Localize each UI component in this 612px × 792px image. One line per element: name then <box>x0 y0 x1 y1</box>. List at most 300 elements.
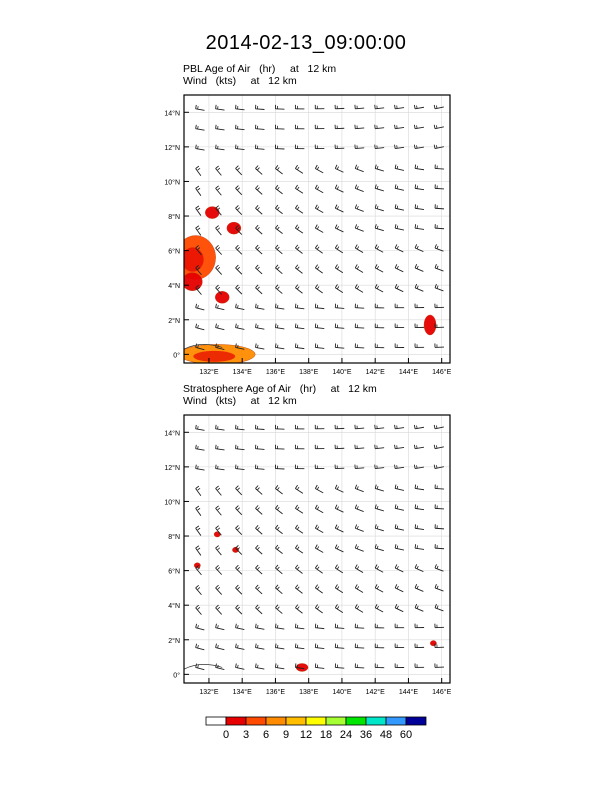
wind-barb <box>275 485 282 494</box>
wind-barb <box>315 324 324 329</box>
wind-barb <box>415 544 424 549</box>
lat-tick-label: 10°N <box>164 179 180 187</box>
wind-barb <box>255 285 262 294</box>
wind-barb <box>216 425 225 430</box>
wind-barb <box>355 584 363 592</box>
shaded-region <box>424 315 436 335</box>
wind-barb <box>395 125 404 129</box>
wind-barb <box>216 304 225 310</box>
wind-barb <box>315 585 322 593</box>
wind-barb <box>295 605 302 614</box>
colorbar-label: 3 <box>242 729 250 741</box>
wind-barb <box>295 343 304 348</box>
wind-barb <box>355 485 363 492</box>
lon-tick-label: 142°E <box>365 369 385 376</box>
wind-barb <box>275 265 282 274</box>
wind-barb <box>236 445 245 450</box>
wind-barb <box>315 605 322 613</box>
shaded-region <box>194 563 200 568</box>
wind-barb <box>435 584 443 591</box>
wind-barb <box>275 644 284 649</box>
wind-barb <box>395 644 404 648</box>
wind-barb <box>236 285 242 294</box>
wind-barb <box>335 644 344 649</box>
wind-barb <box>355 224 363 231</box>
wind-barb <box>375 425 384 429</box>
wind-barb <box>275 165 282 174</box>
colorbar-box <box>306 717 326 725</box>
wind-barb <box>216 585 222 594</box>
lat-tick-label: 2°N <box>168 637 180 645</box>
wind-barb <box>415 224 424 229</box>
wind-barb <box>295 425 304 429</box>
lon-tick-label: 132°E <box>199 689 219 696</box>
wind-barb <box>375 584 383 592</box>
wind-barb <box>415 524 424 529</box>
wind-barb <box>275 225 282 234</box>
wind-barb <box>395 485 404 491</box>
wind-barb <box>196 526 201 536</box>
wind-barb <box>295 165 303 173</box>
wind-barb <box>355 604 363 612</box>
wind-barb <box>196 585 202 594</box>
wind-barb <box>355 445 364 449</box>
wind-barb <box>355 264 363 272</box>
wind-barb <box>275 445 284 449</box>
wind-barb <box>255 565 262 574</box>
wind-barb <box>355 624 364 629</box>
panel2-field-label: Stratosphere Age of Air (hr) at 12 km <box>183 383 377 395</box>
wind-barb <box>255 605 262 614</box>
colorbar-label: 36 <box>359 729 373 741</box>
panel2-wind-label: Wind (kts) at 12 km <box>183 395 297 407</box>
lon-tick-label: 136°E <box>265 369 286 376</box>
wind-barb <box>355 644 364 649</box>
wind-barb <box>295 485 303 493</box>
wind-barb <box>255 585 262 594</box>
wind-barb <box>375 185 384 191</box>
wind-barb <box>255 485 262 494</box>
wind-barb <box>315 445 324 449</box>
wind-barb <box>415 584 423 591</box>
lon-tick-label: 134°E <box>232 369 252 376</box>
wind-barb <box>275 525 282 534</box>
wind-barb <box>216 605 222 614</box>
wind-barb <box>435 304 444 308</box>
wind-barb <box>395 425 404 429</box>
wind-barb <box>275 624 284 629</box>
wind-barb <box>255 105 264 110</box>
colorbar-box <box>346 717 366 725</box>
wind-barb <box>355 324 364 329</box>
wind-barb <box>275 605 282 614</box>
wind-barb <box>355 105 364 109</box>
wind-barb <box>295 505 303 513</box>
wind-barb <box>375 445 384 449</box>
lon-tick-label: 136°E <box>265 689 286 696</box>
wind-barb <box>375 524 384 530</box>
wind-barb <box>355 565 363 573</box>
wind-barb <box>196 445 205 450</box>
wind-barb <box>395 184 404 190</box>
wind-barb <box>415 165 424 170</box>
wind-barb <box>434 425 444 429</box>
wind-barb <box>375 304 384 308</box>
wind-barb <box>415 485 424 490</box>
wind-barb <box>196 506 201 516</box>
wind-barb <box>375 224 384 230</box>
wind-barb <box>335 105 344 109</box>
wind-barb <box>216 624 225 630</box>
lat-tick-label: 6°N <box>168 568 180 576</box>
wind-barb <box>295 565 302 574</box>
wind-barb <box>275 185 282 194</box>
wind-barb <box>414 125 424 129</box>
wind-barb <box>216 186 222 195</box>
wind-barb <box>295 525 303 533</box>
wind-barb <box>335 425 344 429</box>
colorbar-label: 18 <box>319 729 333 741</box>
wind-barb <box>355 544 363 551</box>
wind-barb <box>196 324 205 330</box>
wind-barb <box>236 166 242 175</box>
stratosphere-age-map <box>140 410 470 700</box>
wind-barb <box>196 125 205 130</box>
wind-barb <box>435 524 444 529</box>
wind-barb <box>315 505 323 513</box>
colorbar-box <box>206 717 226 725</box>
wind-barb <box>255 644 264 650</box>
lat-tick-label: 0° <box>173 672 180 680</box>
wind-barb <box>375 125 384 129</box>
wind-barb <box>295 445 304 449</box>
wind-barb <box>315 545 323 553</box>
wind-barb <box>295 205 303 213</box>
wind-barb <box>216 105 225 110</box>
wind-barb <box>236 664 245 670</box>
wind-barb <box>395 343 404 347</box>
wind-barb <box>236 105 245 110</box>
wind-barb <box>255 324 264 330</box>
wind-barb <box>275 205 282 214</box>
wind-barb <box>315 225 323 233</box>
pbl-age-map <box>140 90 470 380</box>
wind-barb <box>414 105 424 109</box>
wind-barb <box>295 225 303 233</box>
wind-barb <box>395 324 404 328</box>
wind-barb <box>315 245 322 253</box>
wind-barb <box>395 264 403 271</box>
wind-barb <box>295 245 302 254</box>
wind-barb <box>196 226 201 236</box>
lat-tick-label: 12°N <box>164 144 180 152</box>
wind-barb <box>275 545 282 554</box>
lat-tick-label: 0° <box>173 352 180 360</box>
wind-barb <box>216 226 222 235</box>
wind-barb <box>255 425 264 430</box>
wind-barb <box>315 205 323 213</box>
wind-barb <box>216 445 225 450</box>
wind-barb <box>236 624 245 630</box>
wind-barb <box>435 484 444 489</box>
wind-barb <box>255 545 262 554</box>
wind-barb <box>236 585 242 594</box>
wind-barb <box>435 184 444 189</box>
wind-barb <box>435 544 444 549</box>
wind-barb <box>236 186 242 195</box>
wind-barb <box>295 545 303 553</box>
wind-barb <box>255 304 264 310</box>
wind-barb <box>395 524 404 530</box>
wind-barb <box>375 264 383 272</box>
lon-tick-label: 138°E <box>299 369 319 376</box>
wind-barb <box>315 285 322 293</box>
wind-barb <box>295 265 302 274</box>
wind-barb <box>435 504 444 509</box>
wind-barb <box>434 105 444 109</box>
wind-barb <box>315 265 322 273</box>
wind-barb <box>236 506 242 515</box>
wind-barb <box>255 265 262 274</box>
lon-tick-label: 146°E <box>432 689 452 696</box>
wind-barb <box>435 244 443 251</box>
wind-barb <box>315 485 323 493</box>
wind-barb <box>355 304 364 309</box>
wind-barb <box>435 564 443 571</box>
wind-barb <box>295 304 304 309</box>
wind-barb <box>236 265 242 274</box>
colorbar-box <box>266 717 286 725</box>
wind-barb <box>236 245 242 254</box>
wind-barb <box>415 204 424 209</box>
wind-barb <box>236 125 245 130</box>
wind-barb <box>395 304 404 308</box>
wind-barb <box>355 245 363 253</box>
lon-tick-label: 134°E <box>232 689 252 696</box>
panel1-wind-label: Wind (kts) at 12 km <box>183 75 297 87</box>
wind-barb <box>355 185 363 192</box>
lat-tick-label: 4°N <box>168 603 180 611</box>
wind-barb <box>434 125 444 129</box>
wind-barb <box>315 425 324 429</box>
lon-tick-label: 142°E <box>365 689 385 696</box>
wind-barb <box>415 304 424 308</box>
wind-barb <box>236 205 242 214</box>
wind-barb <box>255 205 262 214</box>
wind-barb <box>415 324 424 328</box>
colorbar-label: 24 <box>339 729 353 741</box>
wind-barb <box>196 465 205 470</box>
wind-barb <box>275 304 284 309</box>
wind-barb <box>295 585 302 594</box>
wind-barb <box>375 165 384 171</box>
lon-tick-label: 132°E <box>199 369 219 376</box>
wind-barb <box>315 663 324 668</box>
wind-barb <box>275 585 282 594</box>
wind-barb <box>216 166 222 175</box>
lat-tick-label: 4°N <box>168 283 180 291</box>
wind-barb <box>295 324 304 329</box>
wind-barb <box>196 644 205 650</box>
colorbar-box <box>286 717 306 725</box>
wind-barb <box>196 186 201 196</box>
wind-barb <box>355 343 364 348</box>
lon-tick-label: 144°E <box>398 689 419 696</box>
wind-barb <box>375 105 384 109</box>
wind-barb <box>295 285 302 294</box>
wind-barb <box>395 204 404 210</box>
colorbar-label: 0 <box>222 729 230 741</box>
wind-barb <box>315 165 323 173</box>
wind-barb <box>335 343 344 348</box>
wind-barb <box>375 324 384 328</box>
wind-barb <box>375 485 384 491</box>
wind-barb <box>355 505 363 512</box>
wind-barb <box>415 504 424 509</box>
wind-barb <box>216 506 222 515</box>
wind-barb <box>236 565 242 574</box>
lon-tick-label: 144°E <box>398 369 419 376</box>
wind-barb <box>196 166 201 176</box>
wind-barb <box>236 486 242 495</box>
shaded-region <box>215 291 229 303</box>
wind-barb <box>395 584 403 591</box>
wind-barb <box>355 205 363 212</box>
colorbar-box <box>406 717 426 725</box>
colorbar-box <box>226 717 246 725</box>
wind-barb <box>196 145 205 150</box>
wind-barb <box>216 324 225 330</box>
wind-barb <box>216 546 222 555</box>
wind-barb <box>275 324 284 329</box>
wind-barb <box>355 425 364 429</box>
wind-barb <box>395 445 404 449</box>
wind-barb <box>315 304 324 309</box>
wind-barb <box>315 343 324 348</box>
wind-barb <box>216 565 222 574</box>
wind-barb <box>435 343 444 347</box>
wind-barb <box>435 164 444 169</box>
lon-tick-label: 146°E <box>432 369 452 376</box>
wind-barb <box>315 105 324 109</box>
wind-barb <box>415 624 424 628</box>
main-title: 2014-02-13_09:00:00 <box>205 32 407 54</box>
wind-barb <box>415 184 424 189</box>
wind-barb <box>375 624 384 628</box>
wind-barb <box>216 125 225 130</box>
wind-barb <box>335 663 344 668</box>
wind-barb <box>275 245 282 254</box>
wind-barb <box>435 264 443 271</box>
wind-barb <box>415 644 424 648</box>
wind-barb <box>435 624 444 628</box>
wind-barb <box>236 304 245 310</box>
wind-barb <box>295 624 304 629</box>
wind-barb <box>216 486 222 495</box>
wind-barb <box>315 644 324 649</box>
wind-barb <box>395 663 404 667</box>
wind-barb <box>375 244 383 252</box>
wind-barb <box>335 324 344 329</box>
wind-barb <box>255 505 262 514</box>
lat-tick-label: 14°N <box>164 430 180 438</box>
wind-barb <box>375 343 384 347</box>
wind-barb <box>434 445 444 449</box>
lat-tick-label: 8°N <box>168 534 180 542</box>
wind-barb <box>216 245 222 254</box>
wind-barb <box>255 664 264 670</box>
wind-barb <box>375 544 384 550</box>
wind-barb <box>196 105 205 110</box>
shaded-region <box>205 207 219 219</box>
wind-barb <box>335 624 344 629</box>
wind-barb <box>236 425 245 430</box>
wind-barb <box>255 225 262 234</box>
wind-barb <box>295 105 304 109</box>
wind-barb <box>255 445 264 450</box>
wind-barb <box>255 344 264 350</box>
wind-barb <box>395 105 404 109</box>
wind-barb <box>255 185 262 194</box>
lat-tick-label: 6°N <box>168 248 180 256</box>
lat-tick-label: 10°N <box>164 499 180 507</box>
wind-barb <box>255 245 262 254</box>
lat-tick-label: 14°N <box>164 110 180 118</box>
shaded-region-core <box>193 351 235 362</box>
wind-barb <box>435 224 444 229</box>
wind-barb <box>255 525 262 534</box>
wind-barb <box>335 304 344 309</box>
wind-barb <box>275 105 284 109</box>
wind-barb <box>255 624 264 630</box>
wind-barb <box>395 544 404 550</box>
colorbar-box <box>246 717 266 725</box>
colorbar-label: 12 <box>299 729 313 741</box>
wind-barb <box>275 425 284 429</box>
wind-barb <box>414 445 424 449</box>
lon-tick-label: 138°E <box>299 689 319 696</box>
wind-barb <box>275 285 282 294</box>
colorbar-box <box>386 717 406 725</box>
wind-barb <box>355 284 363 292</box>
wind-barb <box>216 265 222 274</box>
wind-barb <box>236 525 242 534</box>
wind-barb <box>415 264 423 271</box>
wind-barb <box>275 663 284 668</box>
wind-barb <box>375 204 384 210</box>
wind-barb <box>315 125 324 129</box>
wind-barb <box>295 185 303 193</box>
wind-barb <box>216 145 225 150</box>
wind-barb <box>236 644 245 650</box>
colorbar-box <box>326 717 346 725</box>
wind-barb <box>216 644 225 650</box>
wind-barb <box>196 304 205 310</box>
wind-barb <box>335 445 344 449</box>
shaded-region <box>430 641 436 646</box>
colorbar-label: 60 <box>399 729 413 741</box>
wind-barb <box>255 165 262 174</box>
wind-barb <box>196 425 205 430</box>
wind-barb <box>196 605 202 614</box>
colorbar-label: 6 <box>262 729 270 741</box>
wind-barb <box>295 125 304 129</box>
wind-barb <box>315 565 322 573</box>
wind-barb <box>315 624 324 629</box>
wind-barb <box>395 504 404 510</box>
colorbar-label: 9 <box>282 729 290 741</box>
wind-barb <box>355 125 364 129</box>
